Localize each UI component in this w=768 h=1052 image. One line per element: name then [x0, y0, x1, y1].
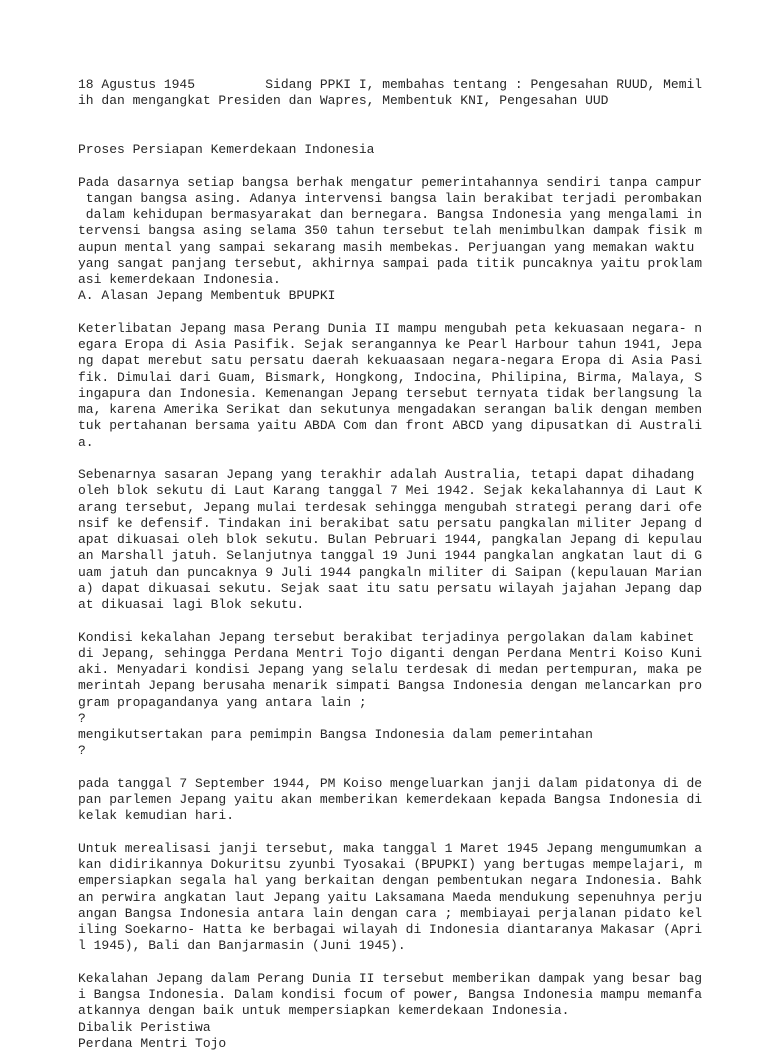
text-line: Dibalik Peristiwa	[78, 1019, 211, 1035]
text-line: Keterlibatan Jepang masa Perang Dunia II mampu mengubah peta kekuasaan negara- n	[78, 320, 703, 336]
text-line: ingapura dan Indonesia. Kemenangan Jepang tersebut ternyata tidak berlangsung la	[78, 385, 703, 401]
text-line: pada tanggal 7 September 1944, PM Koiso mengeluarkan janji dalam pidatonya di de	[78, 775, 703, 791]
text-line: Untuk merealisasi janji tersebut, maka tanggal 1 Maret 1945 Jepang mengumumkan a	[78, 840, 703, 856]
text-line: tuk pertahanan bersama yaitu ABDA Com dan front ABCD yang dipusatkan di Australi	[78, 418, 703, 434]
text-line: pan parlemen Jepang yaitu akan memberikan kemerdekaan kepada Bangsa Indonesia di	[78, 792, 703, 807]
text-line: dalam kehidupan bermasyarakat dan bernegara. Bangsa Indonesia yang mengalami in	[78, 207, 703, 222]
text-line: fik. Dimulai dari Guam, Bismark, Hongkong, Indocina, Philipina, Birma, Malaya, S	[78, 369, 703, 385]
text-line: aki. Menyadari kondisi Jepang yang selalu terdesak di medan pertempuran, maka pe	[78, 662, 703, 677]
text-line: atkannya dengan baik untuk mempersiapkan kemerdekaan Indonesia.	[78, 1003, 570, 1019]
text-line: kelak kemudian hari.	[78, 808, 235, 824]
blank-line	[78, 613, 698, 629]
text-line: angan Bangsa Indonesia antara lain dengan cara ; membiayai perjalanan pidato kel	[78, 905, 703, 921]
text-line: asi kemerdekaan Indonesia.	[78, 272, 281, 287]
text-line: ng dapat merebut satu persatu daerah kekuaasaan negara-negara Eropa di Asia Pasi	[78, 353, 703, 369]
text-line: 18 Agustus 1945 Sidang PPKI I, membahas tentang : Pengesahan RUUD, Memil	[78, 77, 703, 92]
text-line: an Marshall jatuh. Selanjutnya tanggal 19 Juni 1944 pangkalan angkatan laut di G	[78, 548, 703, 564]
text-line: A. Alasan Jepang Membentuk BPUPKI	[78, 288, 336, 304]
text-line: di Jepang, sehingga Perdana Mentri Tojo diganti dengan Perdana Mentri Koiso Kuni	[78, 645, 703, 661]
text-line: iling Soekarno- Hatta ke berbagai wilayah di Indonesia diantaranya Makasar (Apri	[78, 922, 703, 937]
text-line: Perdana Mentri Tojo	[78, 1035, 227, 1051]
blank-line	[78, 158, 698, 174]
text-line: Sebenarnya sasaran Jepang yang terakhir adalah Australia, tetapi dapat dihadang	[78, 467, 695, 482]
blank-line	[78, 825, 698, 841]
text-line: ?	[78, 710, 86, 726]
text-line: apat dikuasai oleh blok sekutu. Bulan Pebruari 1944, pangkalan Jepang di kepulau	[78, 532, 703, 547]
text-line: merintah Jepang berusaha menarik simpati Bangsa Indonesia dengan melancarkan pro	[78, 678, 703, 694]
text-line: kan didirikannya Dokuritsu zyunbi Tyosakai (BPUPKI) yang bertugas mempelajari, m	[78, 857, 703, 872]
text-line: a) dapat dikuasai sekutu. Sejak saat itu satu persatu wilayah jajahan Jepang dap	[78, 580, 703, 596]
text-line: nsif ke defensif. Tindakan ini berakibat satu persatu pangkalan militer Jepang d	[78, 515, 703, 531]
blank-line	[78, 760, 698, 776]
text-line: l 1945), Bali dan Banjarmasin (Juni 1945).	[78, 938, 406, 954]
text-line: tangan bangsa asing. Adanya intervensi bangsa lain berakibat terjadi perombakan	[78, 190, 703, 206]
blank-line	[78, 451, 698, 467]
blank-line	[78, 126, 698, 142]
text-line: ?	[78, 743, 86, 759]
document-text-body	[78, 77, 703, 1052]
text-line: arang tersebut, Jepang mulai terdesak sehingga mengubah strategi perang dari ofe	[78, 499, 703, 515]
text-line: Kondisi kekalahan Jepang tersebut berakibat terjadinya pergolakan dalam kabinet	[78, 629, 695, 645]
text-line: i Bangsa Indonesia. Dalam kondisi focum of power, Bangsa Indonesia mampu memanfa	[78, 987, 703, 1002]
text-line: ma, karena Amerika Serikat dan sekutunya mengadakan serangan balik dengan memben	[78, 402, 703, 417]
text-line: an perwira angkatan laut Jepang yaitu Laksamana Maeda mendukung sepenuhnya perju	[78, 889, 703, 905]
text-line: mengikutsertakan para pemimpin Bangsa Indonesia dalam pemerintahan	[78, 727, 593, 742]
text-line: ih dan mengangkat Presiden dan Wapres, Membentuk KNI, Pengesahan UUD	[78, 93, 609, 109]
blank-line	[78, 110, 698, 126]
text-line: egara Eropa di Asia Pasifik. Sejak serangannya ke Pearl Harbour tahun 1941, Jepa	[78, 337, 703, 352]
text-line: gram propagandanya yang antara lain ;	[78, 694, 367, 710]
text-line: tervensi bangsa asing selama 350 tahun tersebut telah menimbulkan dampak fisik m	[78, 223, 703, 239]
blank-line	[78, 305, 698, 321]
blank-line	[78, 955, 698, 971]
text-line: a.	[78, 434, 94, 450]
text-line: oleh blok sekutu di Laut Karang tanggal 7 Mei 1942. Sejak kekalahannya di Laut K	[78, 483, 703, 499]
text-line: Pada dasarnya setiap bangsa berhak mengatur pemerintahannya sendiri tanpa campur	[78, 174, 703, 190]
text-line: Proses Persiapan Kemerdekaan Indonesia	[78, 142, 375, 157]
text-line: Kekalahan Jepang dalam Perang Dunia II tersebut memberikan dampak yang besar bag	[78, 970, 703, 986]
text-line: yang sangat panjang tersebut, akhirnya sampai pada titik puncaknya yaitu proklam	[78, 255, 703, 271]
text-line: aupun mental yang sampai sekarang masih membekas. Perjuangan yang memakan waktu	[78, 239, 695, 255]
text-line: empersiapkan segala hal yang berkaitan dengan pembentukan negara Indonesia. Bahk	[78, 873, 703, 889]
text-line: at dikuasai lagi Blok sekutu.	[78, 597, 305, 612]
text-line: uam jatuh dan puncaknya 9 Juli 1944 pangkaln militer di Saipan (kepulauan Marian	[78, 564, 703, 580]
